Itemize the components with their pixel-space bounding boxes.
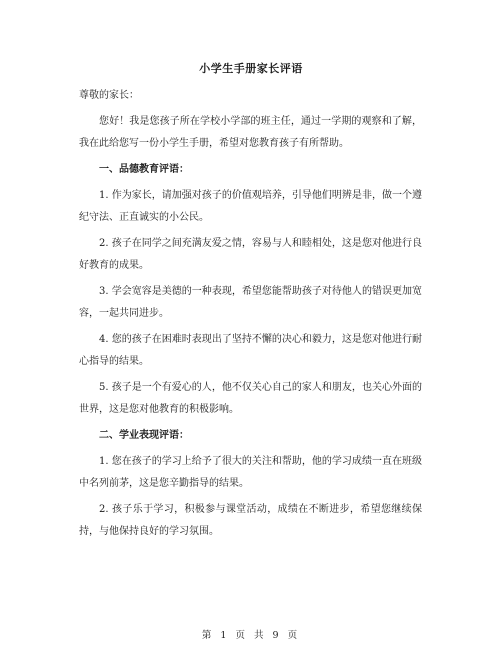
intro-paragraph: 您好！我是您孩子所在学校小学部的班主任，通过一学期的观察和了解，我在此给您写一份小学生手册，希望对您教育孩子有所帮助。 (79, 116, 422, 149)
section-heading-moral: 一、品德教育评语： (99, 164, 189, 175)
moral-item-4: 4. 您的孩子在困难时表现出了坚持不懈的决心和毅力，这是您对他进行耐心指导的结果。 (79, 334, 422, 367)
academic-item-2: 2. 孩子乐于学习，积极参与课堂活动，成绩在不断进步，希望您继续保持，与他保持良好的学习氛围。 (79, 504, 422, 537)
page-number: 第 1 页 共 9 页 (201, 630, 301, 641)
salutation: 尊敬的家长： (79, 90, 139, 101)
moral-item-2: 2. 孩子在同学之间充满友爱之情，容易与人和睦相处，这是您对他进行良好教育的成果。 (79, 238, 422, 271)
moral-item-1: 1. 作为家长，请加强对孩子的价值观培养，引导他们明辨是非，做一个遵纪守法、正直诚实的小公民。 (79, 190, 422, 223)
academic-item-1: 1. 您在孩子的学习上给予了很大的关注和帮助，他的学习成绩一直在班级中名列前茅，这是您辛勤指导的结果。 (79, 456, 422, 489)
document-title: 小学生手册家长评语 (199, 62, 303, 75)
document-body (79, 85, 422, 547)
moral-item-3: 3. 学会宽容是美德的一种表现，希望您能帮助孩子对待他人的错误更加宽容，一起共同进步。 (79, 286, 422, 319)
moral-item-5: 5. 孩子是一个有爱心的人，他不仅关心自己的家人和朋友，也关心外面的世界，这是您对他教育的积极影响。 (79, 382, 422, 415)
section-heading-academic: 二、学业表现评语： (99, 430, 189, 441)
